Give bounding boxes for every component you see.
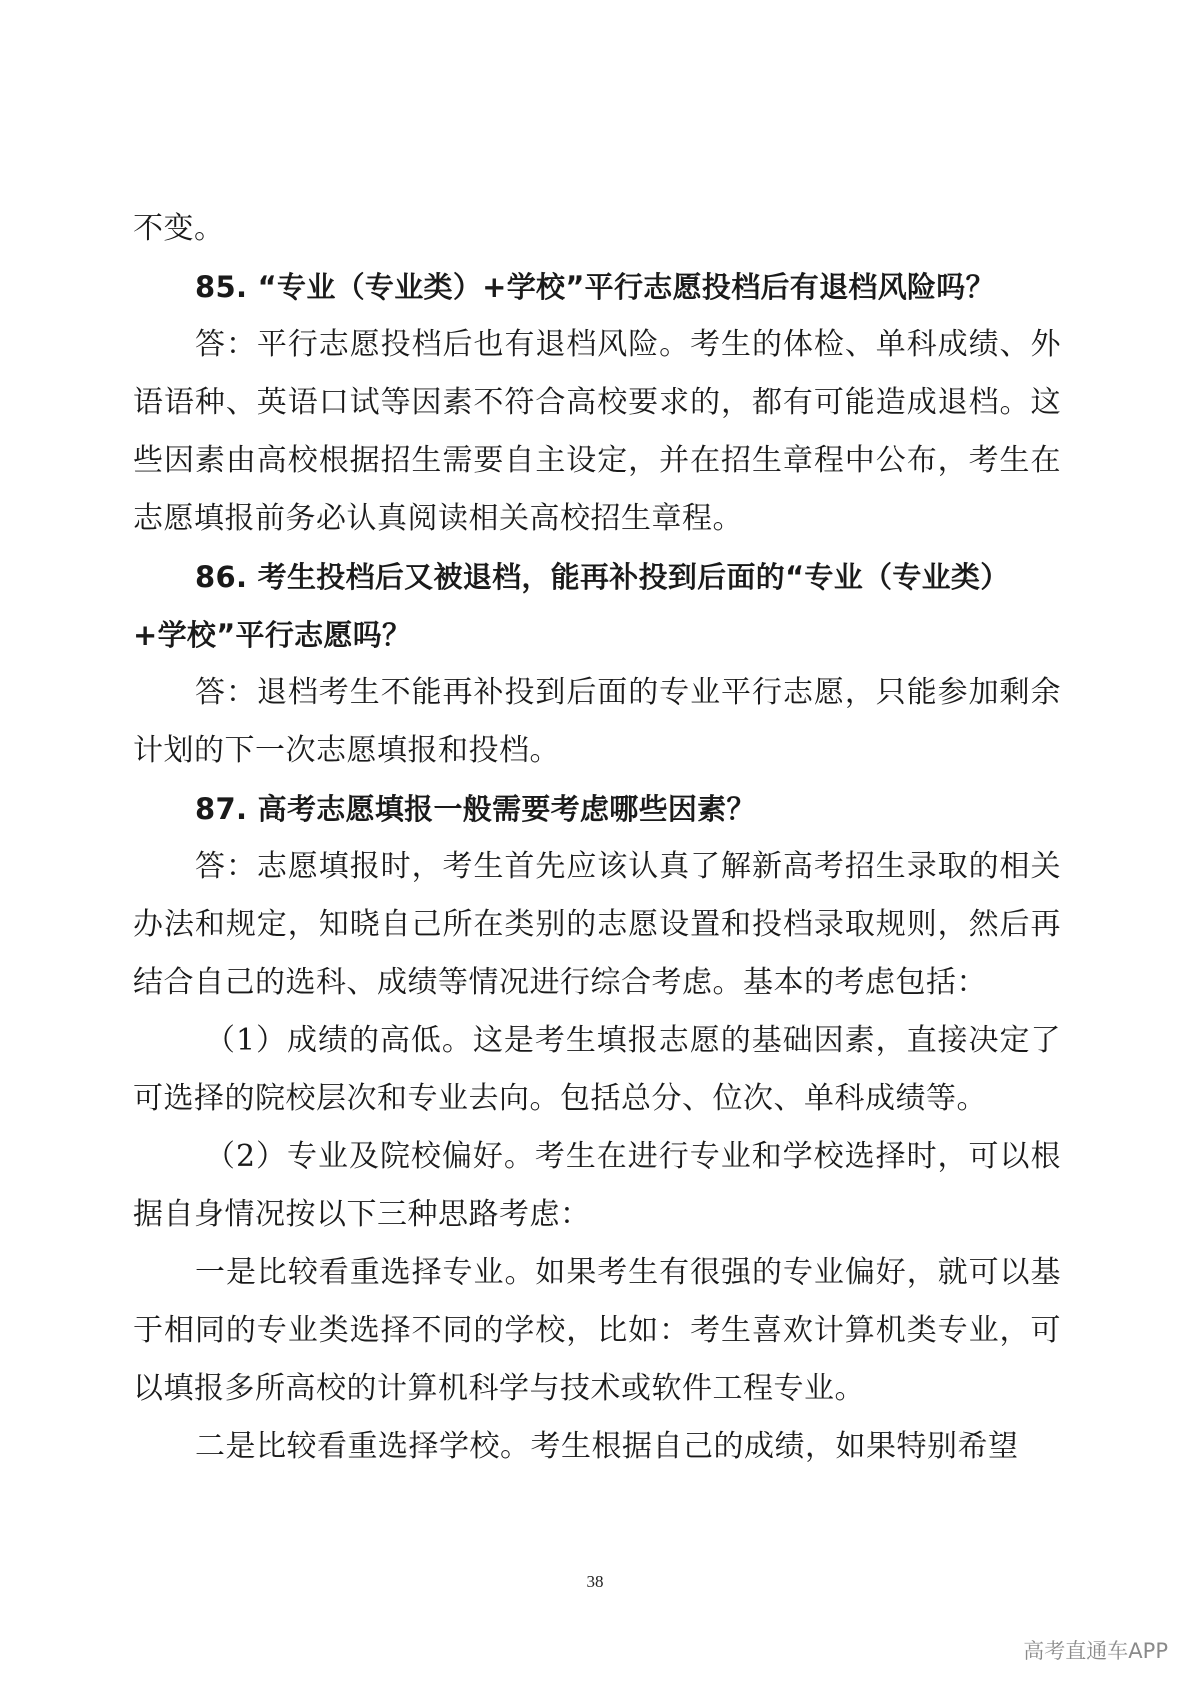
option-2-paragraph: 二是比较看重选择学校。考生根据自己的成绩，如果特别希望 (195, 1429, 1019, 1464)
option-1-paragraph: 一是比较看重选择专业。如果考生有很强的专业偏好，就可以基于相同的专业类选择不同的学校，比如：考生喜欢计算机类专业，可以填报多所高校的计算机科学与技术或软件工程专业。 (133, 1255, 1061, 1406)
watermark-text: 高考直通车APP (1023, 1639, 1168, 1663)
answer-87-paragraph: 答：志愿填报时，考生首先应该认真了解新高考招生录取的相关办法和规定，知晓自己所在类别的志愿设置和投档录取规则，然后再结合自己的选科、成绩等情况进行综合考虑。基本的考虑包括： (133, 849, 1061, 1000)
factor-2-paragraph: （2）专业及院校偏好。考生在进行专业和学校选择时，可以根据自身情况按以下三种思路考虑： (133, 1139, 1061, 1232)
question-87-heading: 87. 高考志愿填报一般需要考虑哪些因素？ (195, 792, 756, 826)
factor-1-paragraph: （1）成绩的高低。这是考生填报志愿的基础因素，直接决定了可选择的院校层次和专业去向。包括总分、位次、单科成绩等。 (133, 1023, 1061, 1116)
page-number: 38 (586, 1572, 604, 1591)
document-body (133, 200, 1061, 1476)
question-85-heading: 85. “专业（专业类）+学校”平行志愿投档后有退档风险吗？ (195, 270, 995, 304)
question-86-heading: 86. 考生投档后又被退档，能再补投到后面的“专业（专业类）+学校”平行志愿吗？ (133, 560, 1010, 652)
answer-85-paragraph: 答：平行志愿投档后也有退档风险。考生的体检、单科成绩、外语语种、英语口试等因素不符合高校要求的，都有可能造成退档。这些因素由高校根据招生需要自主设定，并在招生章程中公布，考生在志愿填报前务必认真阅读相关高校招生章程。 (133, 327, 1061, 536)
answer-86-paragraph: 答：退档考生不能再补投到后面的专业平行志愿，只能参加剩余计划的下一次志愿填报和投档。 (133, 675, 1061, 768)
paragraph-continuation: 不变。 (133, 211, 225, 246)
